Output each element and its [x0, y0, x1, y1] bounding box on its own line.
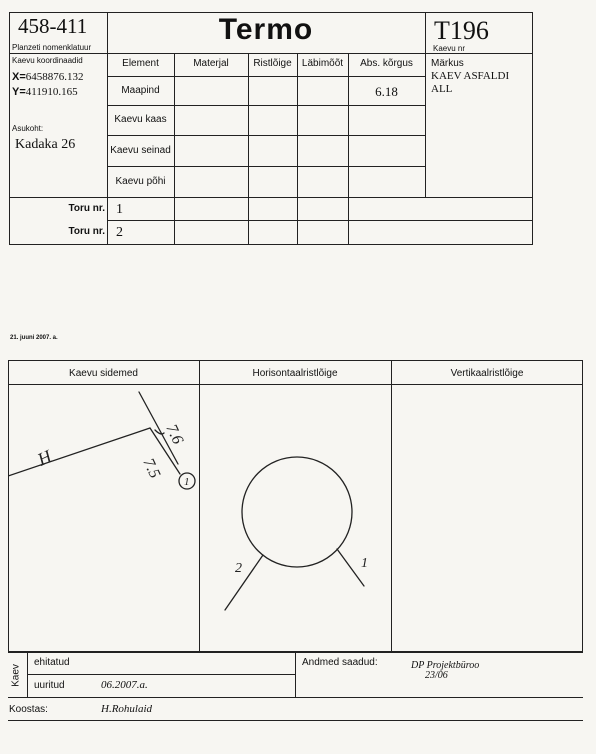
diagram-header-horizontal: Horisontaalristlõige: [252, 368, 338, 379]
data-source-value: DP Projektbüroo: [411, 660, 480, 671]
divider: [174, 53, 175, 245]
row-element-label: Maapind: [121, 85, 160, 96]
well-label: Kaevu nr: [433, 44, 466, 53]
divider: [297, 53, 298, 245]
divider: [27, 652, 28, 697]
row-element-label: Kaevu põhi: [115, 176, 166, 187]
sheet-label: Planzeti nomenklatuur: [12, 43, 92, 52]
surveyed-label: uuritud: [34, 680, 65, 691]
coord-y: [12, 86, 78, 98]
row-element-label: Kaevu kaas: [114, 114, 167, 125]
remarks-value: KAEV ASFALDI ALL: [431, 70, 510, 95]
divider: [9, 53, 533, 54]
divider: [8, 697, 583, 698]
location-value: Kadaka 26: [15, 137, 76, 152]
data-source-date: 23/06: [425, 670, 448, 681]
remarks-label: Märkus: [431, 58, 464, 69]
compiled-label: Koostas:: [9, 704, 48, 715]
sheet-number: 458-411: [18, 14, 88, 38]
pipe-line-2: [225, 555, 263, 610]
page-title: Termo: [218, 13, 314, 46]
data-source-label: Andmed saadud:: [302, 657, 378, 668]
diagram-header-ties: Kaevu sidemed: [69, 368, 138, 379]
well-id: T196: [434, 16, 489, 45]
coord-x-prefix: X=: [12, 71, 26, 83]
well-outline-circle: [242, 457, 352, 567]
divider: [391, 360, 392, 652]
divider: [295, 652, 296, 697]
divider: [107, 135, 425, 136]
col-header-material: Materjal: [193, 58, 229, 69]
divider: [107, 76, 425, 77]
divider: [9, 197, 533, 198]
divider: [107, 105, 425, 106]
coord-y-value: 411910.165: [25, 86, 78, 98]
divider: [27, 674, 295, 675]
location-label: Asukoht:: [12, 124, 44, 133]
divider: [107, 220, 533, 221]
col-header-abs-height: Abs. kõrgus: [360, 58, 413, 69]
col-header-element: Element: [122, 58, 159, 69]
diagram-header-vertical: Vertikaalristlõige: [450, 368, 524, 379]
coord-x-value: 6458876.132: [25, 71, 84, 83]
coord-x: [12, 71, 84, 83]
divider: [248, 53, 249, 245]
well-pipe-number: 1: [184, 476, 190, 488]
col-header-cross-section: Ristlõige: [253, 58, 292, 69]
compiled-value: H.Rohulaid: [101, 703, 153, 715]
pipe-label: Toru nr.: [68, 226, 105, 237]
row-element-label: Kaevu seinad: [110, 145, 171, 156]
side-label: Kaev: [10, 664, 22, 687]
well-ties-sketch: [8, 384, 199, 652]
distance-label-2: 7.5: [139, 455, 164, 481]
built-label: ehitatud: [34, 657, 70, 668]
pipe-number: 2: [116, 225, 123, 240]
divider: [425, 12, 426, 197]
building-wall-line: [8, 428, 150, 476]
date-line: 21. juuni 2007. a.: [10, 335, 58, 341]
pipe-line-1: [337, 549, 364, 586]
building-label: H: [34, 445, 55, 470]
pipe-label-2: 2: [235, 561, 242, 576]
coords-label: Kaevu koordinaadid: [12, 56, 83, 65]
pipe-label-1: 1: [361, 556, 368, 571]
coord-y-prefix: Y=: [12, 86, 26, 98]
divider: [107, 166, 425, 167]
distance-label-1: 7.6: [162, 421, 187, 447]
divider: [8, 720, 583, 721]
horizontal-section-sketch: [199, 384, 391, 652]
surveyed-value: 06.2007.a.: [101, 679, 148, 691]
col-header-diameter: Läbimõõt: [301, 58, 344, 69]
row-abs-value: 6.18: [375, 84, 398, 99]
divider: [348, 53, 349, 245]
pipe-label: Toru nr.: [68, 203, 105, 214]
pipe-number: 1: [116, 202, 123, 217]
